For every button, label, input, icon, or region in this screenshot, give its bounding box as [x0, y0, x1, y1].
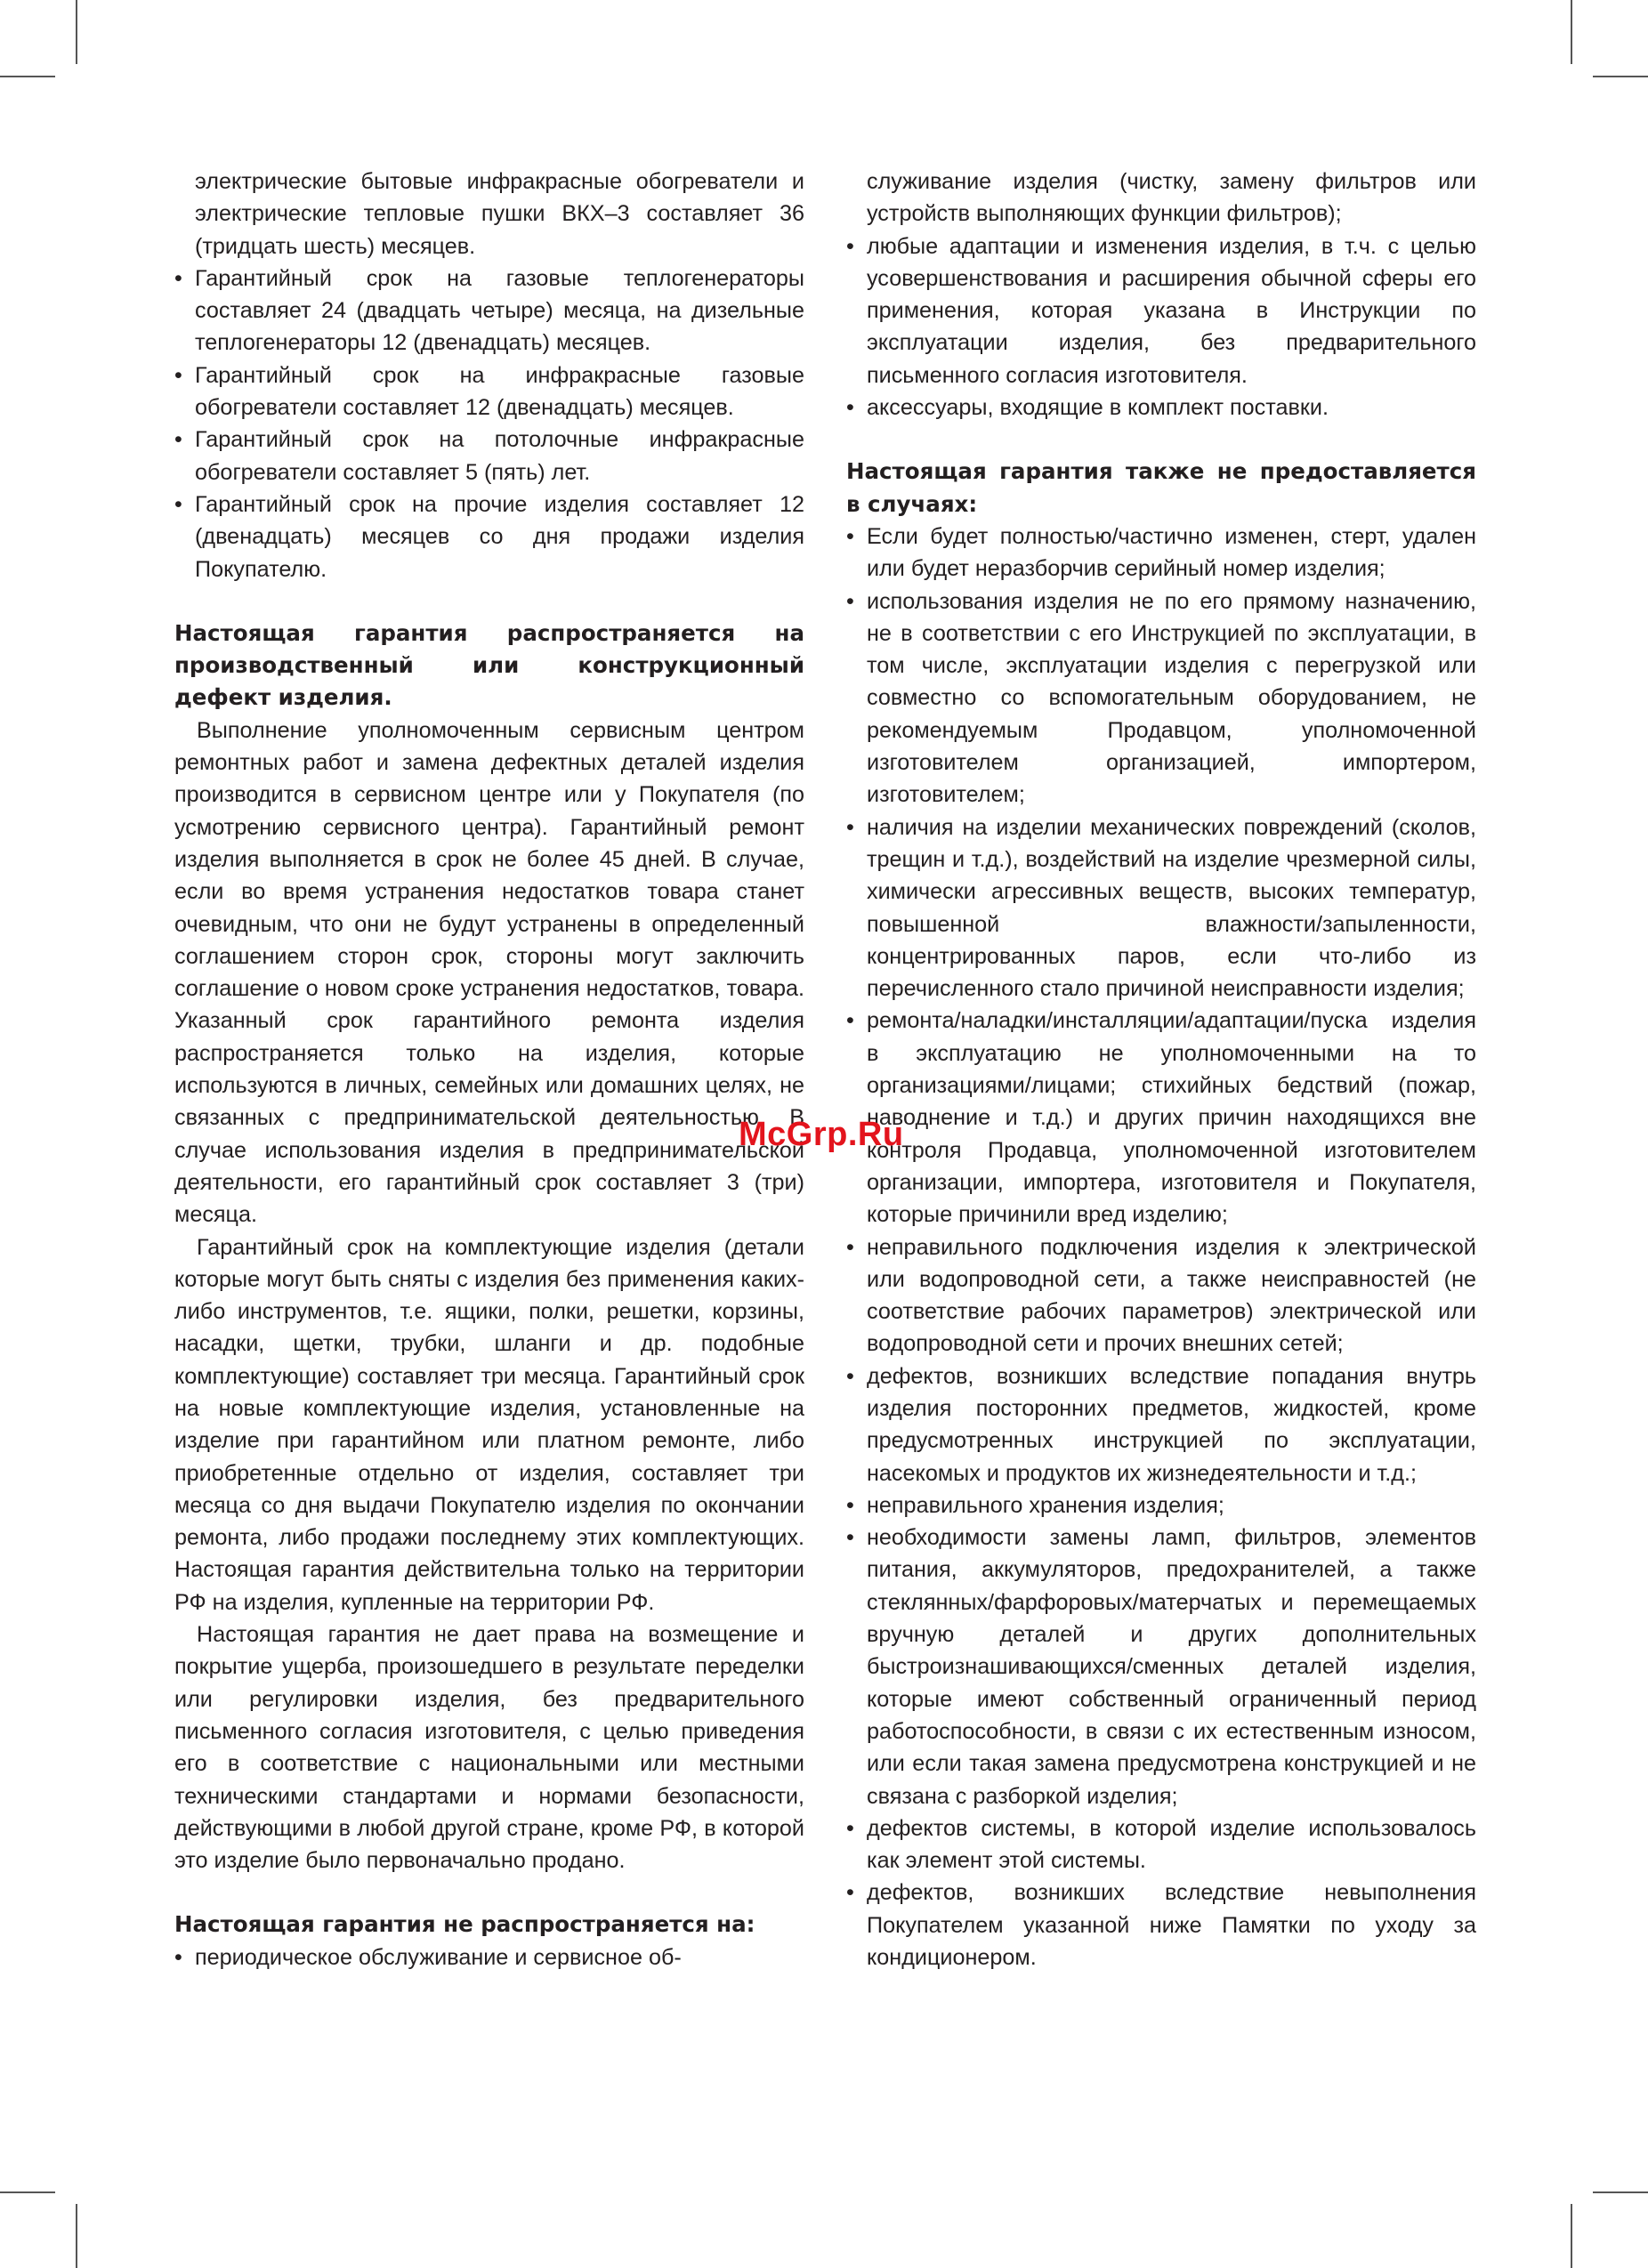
left-column	[174, 165, 804, 1973]
case-item: • дефектов системы, в которой изделие использовалось как элемент этой системы.	[846, 1812, 1476, 1877]
warranty-term-continuation: электрические бытовые инфракрасные обогреватели и электрические тепловые пушки ВКХ–3 составляет 36 (тридцать шесть) месяцев.	[195, 169, 804, 259]
crop-mark	[1571, 0, 1572, 64]
exclusion-item: • периодическое обслуживание и сервисное об-	[174, 1941, 804, 1973]
crop-mark	[0, 76, 55, 77]
case-item: • ремонта/наладки/инсталляции/адаптации/пуска изделия в эксплуатацию не уполномоченными на то организациями/лицами; стихийных бедствий (пожар, наводнение и т.д.) и других причин находящихся вне контроля Продавца, уполномоченной изготовителем организации, импортера, изготовителя и Покупателя, которые причинили вред изделию;	[846, 1005, 1476, 1231]
exclusion-item: • аксессуары, входящие в комплект поставки.	[846, 391, 1476, 424]
paragraph-damages: Настоящая гарантия не дает права на возмещение и покрытие ущерба, произошедшего в результате переделки или регулировки изделия, без предварительного письменного согласия изготовителя, с целью приведения его в соответствие с национальными или местными техническими стандартами и нормами безопасности, действующими в любой другой стране, кроме РФ, в которой это изделие было первоначально продано.	[174, 1622, 804, 1874]
case-item: • необходимости замены ламп, фильтров, элементов питания, аккумуляторов, предохранителей, а также стеклянных/фарфоровых/матерчатых и перемещаемых вручную деталей и других дополнительных быстроизнашивающихся/сменных деталей изделия, которые имеют собственный ограниченный период работоспособности, в связи с их естественным износом, или если такая замена предусмотрена конструкцией и не связана с разборкой изделия;	[846, 1521, 1476, 1812]
case-item: • Если будет полностью/частично изменен, стерт, удален или будет неразборчив серийный номер изделия;	[846, 521, 1476, 585]
case-item: • использования изделия не по его прямому назначению, не в соответствии с его Инструкцией по эксплуатации, в том числе, эксплуатации изделия с перегрузкой или совместно со вспомогательным оборудованием, не рекомендуемым Продавцом, уполномоченной изготовителем организацией, импортером, изготовителем;	[846, 585, 1476, 811]
crop-mark	[1593, 76, 1648, 77]
crop-mark	[76, 0, 77, 64]
warranty-term-item: • Гарантийный срок на потолочные инфракрасные обогреватели составляет 5 (пять) лет.	[174, 424, 804, 488]
case-item: • дефектов, возникших вследствие невыполнения Покупателем указанной ниже Памятки по уходу за кондиционером.	[846, 1877, 1476, 1973]
cases-heading: Настоящая гарантия также не предоставляется в случаях:	[846, 458, 1476, 517]
warranty-term-item: • Гарантийный срок на прочие изделия составляет 12 (двенадцать) месяцев со дня продажи изделия Покупателю.	[174, 488, 804, 585]
case-item: • наличия на изделии механических повреждений (сколов, трещин и т.д.), воздействий на изделие чрезмерной силы, химически агрессивных веществ, высоких температур, повышенной влажности/запыленности, концентрированных паров, если что-либо из перечисленного стало причиной неисправности изделия;	[846, 811, 1476, 1005]
right-column	[846, 165, 1476, 1973]
watermark: McGrp.Ru	[739, 1116, 904, 1153]
exclusion-item: • любые адаптации и изменения изделия, в т.ч. с целью усовершенствования и расширения обычной сферы его применения, которая указана в Инструкции по эксплуатации изделия, без предварительного письменного согласия изготовителя.	[846, 230, 1476, 391]
crop-mark	[1593, 2191, 1648, 2193]
exclusion-continuation: служивание изделия (чистку, замену фильтров или устройств выполняющих функции фильтров);	[867, 169, 1476, 227]
crop-mark	[76, 2204, 77, 2268]
warranty-term-item: • Гарантийный срок на газовые теплогенераторы составляет 24 (двадцать четыре) месяца, на дизельные теплогенераторы 12 (двенадцать) месяцев.	[174, 262, 804, 359]
case-item: • неправильного подключения изделия к электрической или водопроводной сети, а также неисправностей (не соответствие рабочих параметров) электрической или водопроводной сети и прочих внешних сетей;	[846, 1231, 1476, 1360]
warranty-term-item: • Гарантийный срок на инфракрасные газовые обогреватели составляет 12 (двенадцать) месяцев.	[174, 359, 804, 424]
case-item: • дефектов, возникших вследствие попадания внутрь изделия посторонних предметов, жидкостей, кроме предусмотренных инструкцией по эксплуатации, насекомых и продуктов их жизнедеятельности и т.д.;	[846, 1360, 1476, 1489]
paragraph-service: Выполнение уполномоченным сервисным центром ремонтных работ и замена дефектных деталей изделия производится в сервисном центре или у Покупателя (по усмотрению сервисного центра). Гарантийный ремонт изделия выполняется в срок не более 45 дней. В случае, если во время устранения недостатков товара станет очевидным, что они не будут устранены в определенный соглашением сторон срок, стороны могут заключить соглашение о новом сроке устранения недостатков, товара. Указанный срок гарантийного ремонта изделия распространяется только на изделия, которые используются в личных, семейных или домашних целях, не связанных с предпринимательской деятельностью. В случае использования изделия в предпринимательской деятельности, его гарантийный срок составляет 3 (три) месяца.	[174, 717, 804, 1228]
defect-heading: Настоящая гарантия распространяется на производственный или конструкционный дефект изделия.	[174, 619, 804, 711]
exclusions-heading: Настоящая гарантия не распространяется на:	[174, 1911, 755, 1938]
crop-mark	[1571, 2204, 1572, 2268]
paragraph-components: Гарантийный срок на комплектующие изделия (детали которые могут быть сняты с изделия без применения каких-либо инструментов, т.е. ящики, полки, решетки, корзины, насадки, щетки, трубки, шланги и др. подобные комплектующие) составляет три месяца. Гарантийный срок на новые комплектующие изделия, установленные на изделие при гарантийном или платном ремонте, либо приобретенные отдельно от изделия, составляет три месяца со дня выдачи Покупателю изделия по окончании ремонта, либо продажи последнему этих комплектующих. Настоящая гарантия действительна только на территории РФ на изделия, купленные на территории РФ.	[174, 1234, 804, 1615]
crop-mark	[0, 2191, 55, 2193]
case-item: • неправильного хранения изделия;	[846, 1489, 1476, 1521]
